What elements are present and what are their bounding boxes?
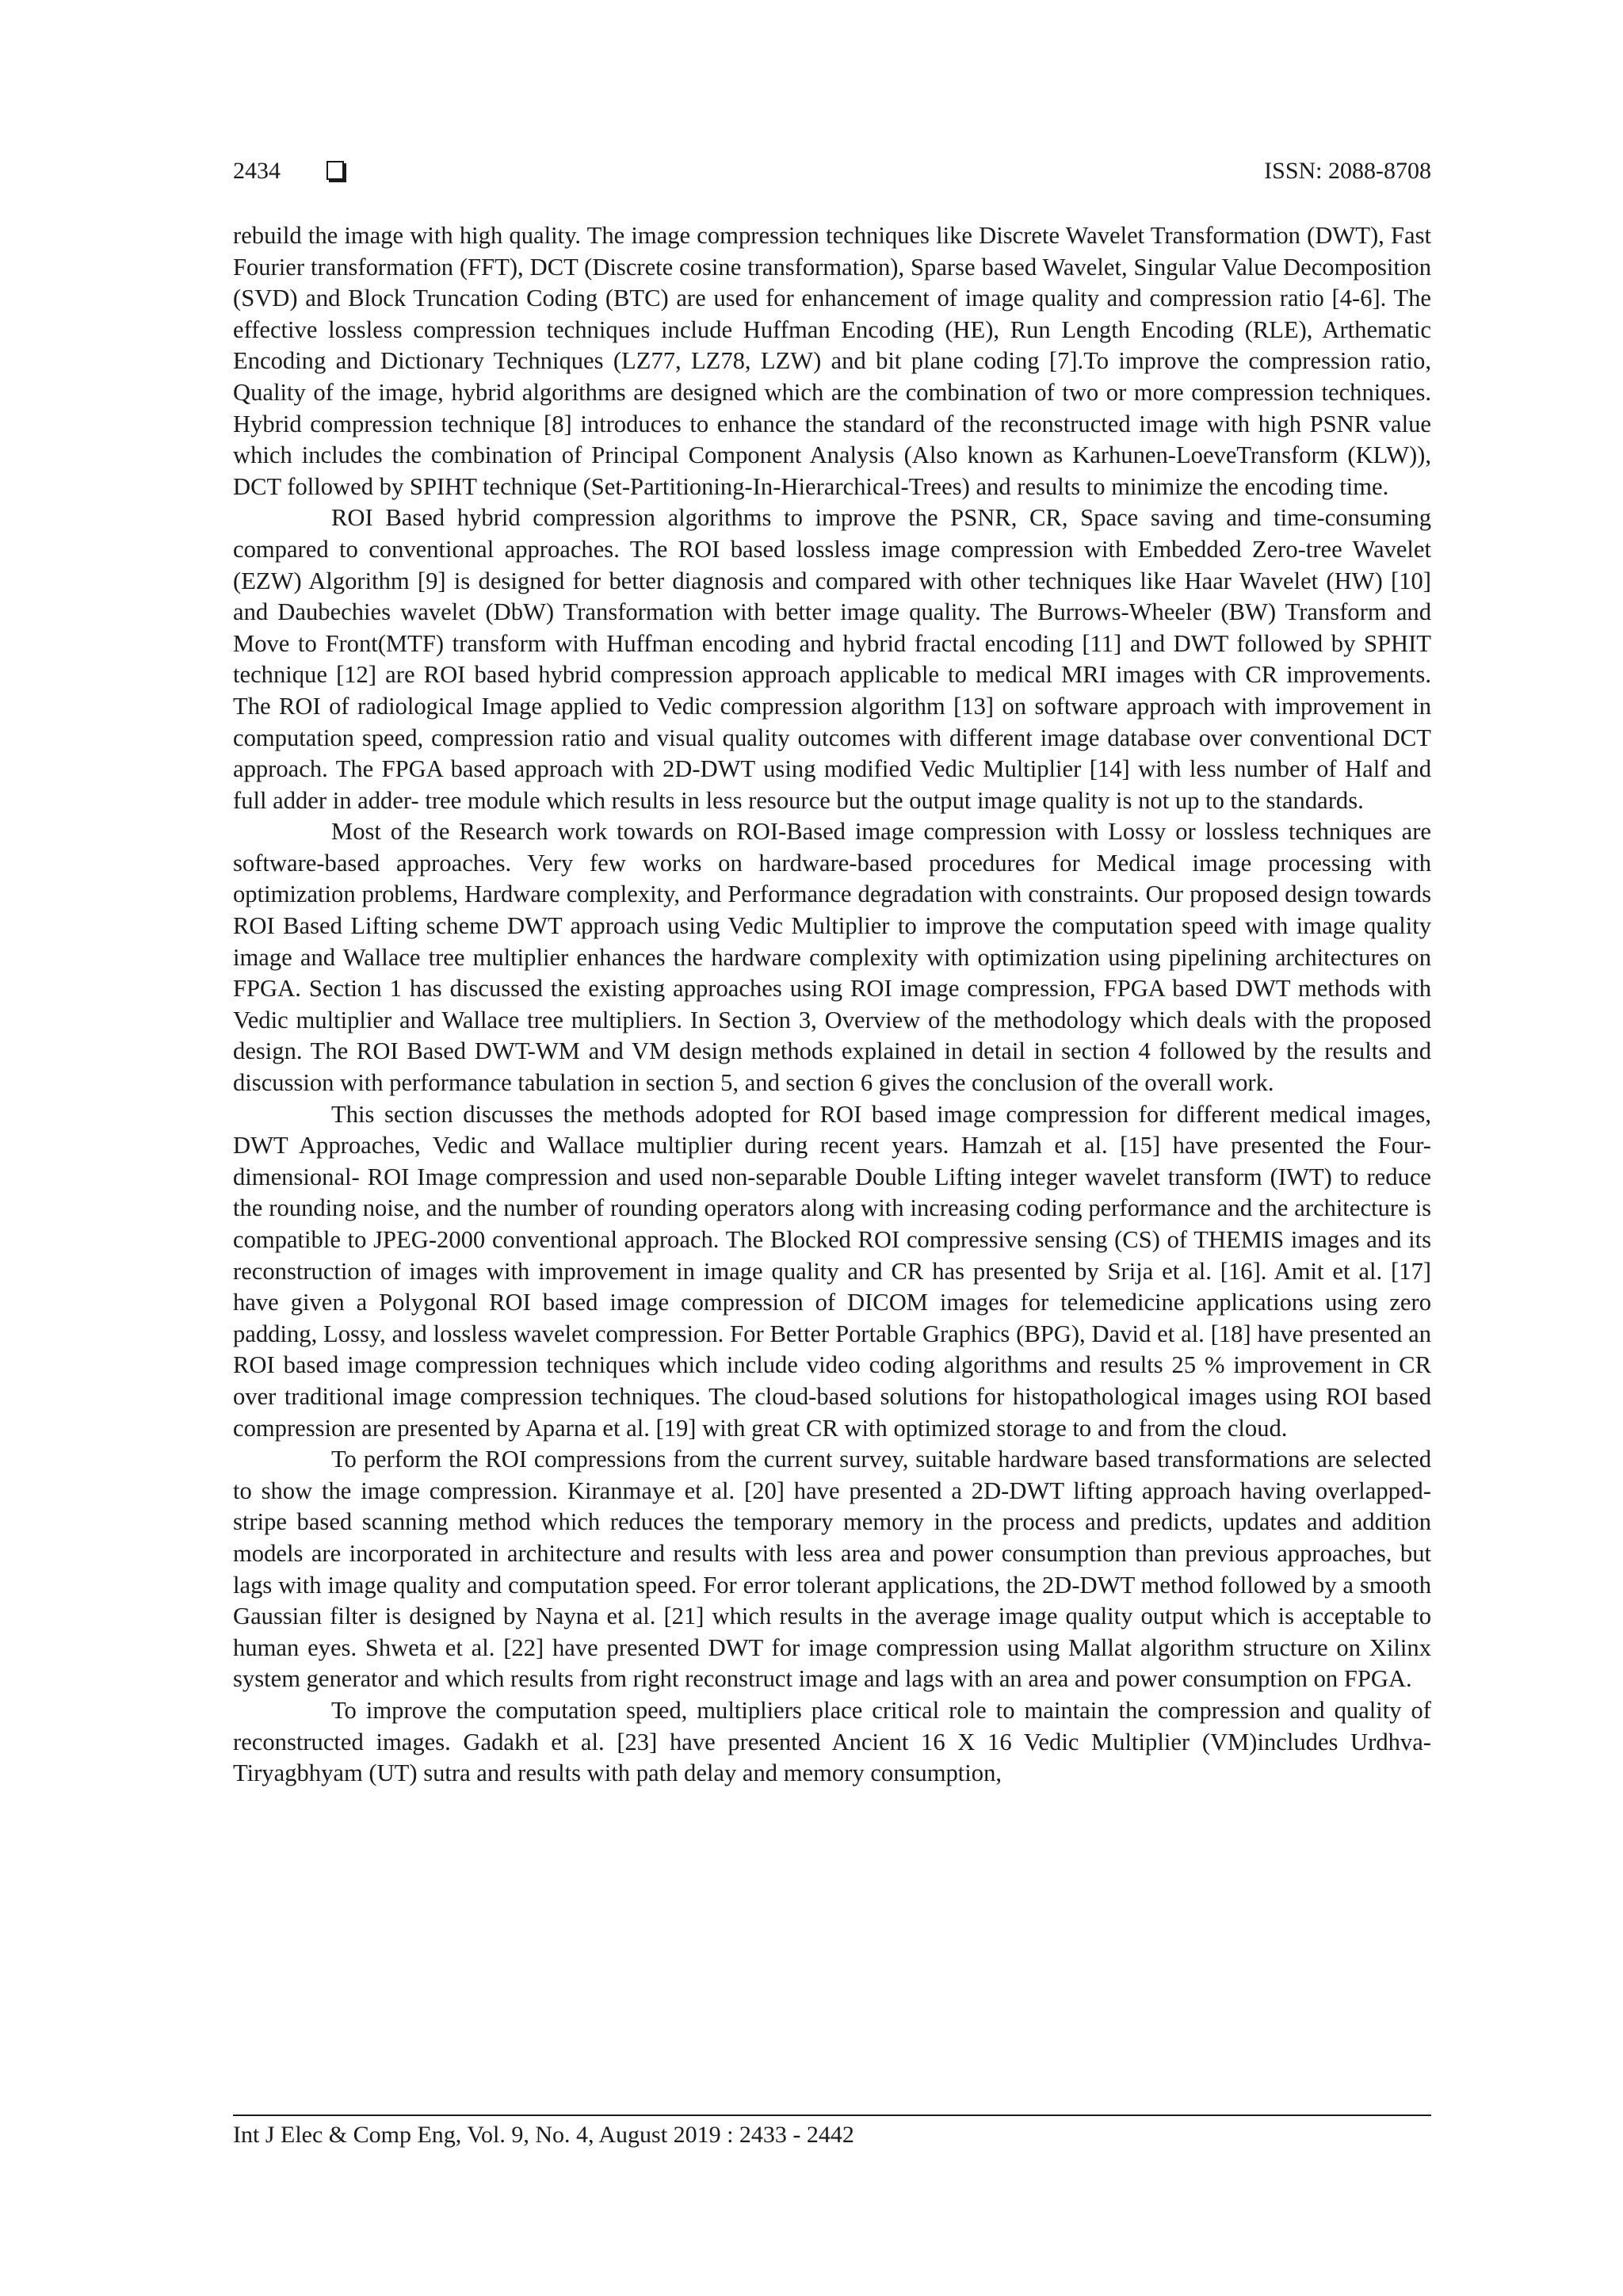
- page-header: [233, 155, 1431, 187]
- body-text: [233, 220, 1431, 1790]
- paragraph-3: Most of the Research work towards on ROI-Based image compression with Lossy or lossless techniques are software-based approaches. Very few works on hardware-based procedures for Medical image processing with optimization problems, Hardware complexity, and Performance degradation with constraints. Our proposed design towards ROI Based Lifting scheme DWT approach using Vedic Multiplier to improve the computation speed with image quality image and Wallace tree multiplier enhances the hardware complexity with optimization using pipelining architectures on FPGA. Section 1 has discussed the existing approaches using ROI image compression, FPGA based DWT methods with Vedic multiplier and Wallace tree multipliers. In Section 3, Overview of the methodology which deals with the proposed design. The ROI Based DWT-WM and VM design methods explained in detail in section 4 followed by the results and discussion with performance tabulation in section 5, and section 6 gives the conclusion of the overall work.: [233, 818, 1431, 1097]
- footer-divider: [233, 2115, 1431, 2116]
- paragraph-4: This section discusses the methods adopted for ROI based image compression for different medical images, DWT Approaches, Vedic and Wallace multiplier during recent years. Hamzah et al. [15] have presented the Four-dimensional- ROI Image compression and used non-separable Double Lifting integer wavelet transform (IWT) to reduce the rounding noise, and the number of rounding operators along with increasing coding performance and the architecture is compatible to JPEG-2000 conventional approach. The Blocked ROI compressive sensing (CS) of THEMIS images and its reconstruction of images with improvement in image quality and CR has presented by Srija et al. [16]. Amit et al. [17] have given a Polygonal ROI based image compression of DICOM images for telemedicine applications using zero padding, Lossy, and lossless wavelet compression. For Better Portable Graphics (BPG), David et al. [18] have presented an ROI based image compression techniques which include video coding algorithms and results 25 % improvement in CR over traditional image compression techniques. The cloud-based solutions for histopathological images using ROI based compression are presented by Aparna et al. [19] with great CR with optimized storage to and from the cloud.: [233, 1100, 1431, 1442]
- footer-citation: Int J Elec & Comp Eng, Vol. 9, No. 4, August 2019 : 2433 - 2442: [233, 2122, 854, 2148]
- paragraph-5: To perform the ROI compressions from the current survey, suitable hardware based transformations are selected to show the image compression. Kiranmaye et al. [20] have presented a 2D-DWT lifting approach having overlapped-stripe based scanning method which reduces the temporary memory in the process and predicts, updates and addition models are incorporated in architecture and results with less area and power consumption than previous approaches, but lags with image quality and computation speed. For error tolerant applications, the 2D-DWT method followed by a smooth Gaussian filter is designed by Nayna et al. [21] which results in the average image quality output which is acceptable to human eyes. Shweta et al. [22] have presented DWT for image compression using Mallat algorithm structure on Xilinx system generator and which results from right reconstruct image and lags with an area and power consumption on FPGA.: [233, 1446, 1431, 1693]
- paragraph-6: To improve the computation speed, multipliers place critical role to maintain the compression and quality of reconstructed images. Gadakh et al. [23] have presented Ancient 16 X 16 Vedic Multiplier (VM)includes Urdhva-Tiryagbhyam (UT) sutra and results with path delay and memory consumption,: [233, 1696, 1431, 1787]
- paragraph-1: rebuild the image with high quality. The image compression techniques like Discrete Wavelet Transformation (DWT), Fast Fourier transformation (FFT), DCT (Discrete cosine transformation), Sparse based Wavelet, Singular Value Decomposition (SVD) and Block Truncation Coding (BTC) are used for enhancement of image quality and compression ratio [4-6]. The effective lossless compression techniques include Huffman Encoding (HE), Run Length Encoding (RLE), Arthematic Encoding and Dictionary Techniques (LZ77, LZ78, LZW) and bit plane coding [7].To improve the compression ratio, Quality of the image, hybrid algorithms are designed which are the combination of two or more compression techniques. Hybrid compression technique [8] introduces to enhance the standard of the reconstructed image with high PSNR value which includes the combination of Principal Component Analysis (Also known as Karhunen-LoeveTransform (KLW)), DCT followed by SPIHT technique (Set-Partitioning-In-Hierarchical-Trees) and results to minimize the encoding time.: [233, 222, 1431, 500]
- journal-issn: ISSN: 2088-8708: [1264, 158, 1431, 184]
- square-bullet-icon: [327, 161, 344, 180]
- paragraph-2: ROI Based hybrid compression algorithms to improve the PSNR, CR, Space saving and time-consuming compared to conventional approaches. The ROI based lossless image compression with Embedded Zero-tree Wavelet (EZW) Algorithm [9] is designed for better diagnosis and compared with other techniques like Haar Wavelet (HW) [10] and Daubechies wavelet (DbW) Transformation with better image quality. The Burrows-Wheeler (BW) Transform and Move to Front(MTF) transform with Huffman encoding and hybrid fractal encoding [11] and DWT followed by SPHIT technique [12] are ROI based hybrid compression approach applicable to medical MRI images with CR improvements. The ROI of radiological Image applied to Vedic compression algorithm [13] on software approach with improvement in computation speed, compression ratio and visual quality outcomes with different image database over conventional DCT approach. The FPGA based approach with 2D-DWT using modified Vedic Multiplier [14] with less number of Half and full adder in adder- tree module which results in less resource but the output image quality is not up to the standards.: [233, 504, 1431, 814]
- page-number: 2434: [233, 158, 281, 184]
